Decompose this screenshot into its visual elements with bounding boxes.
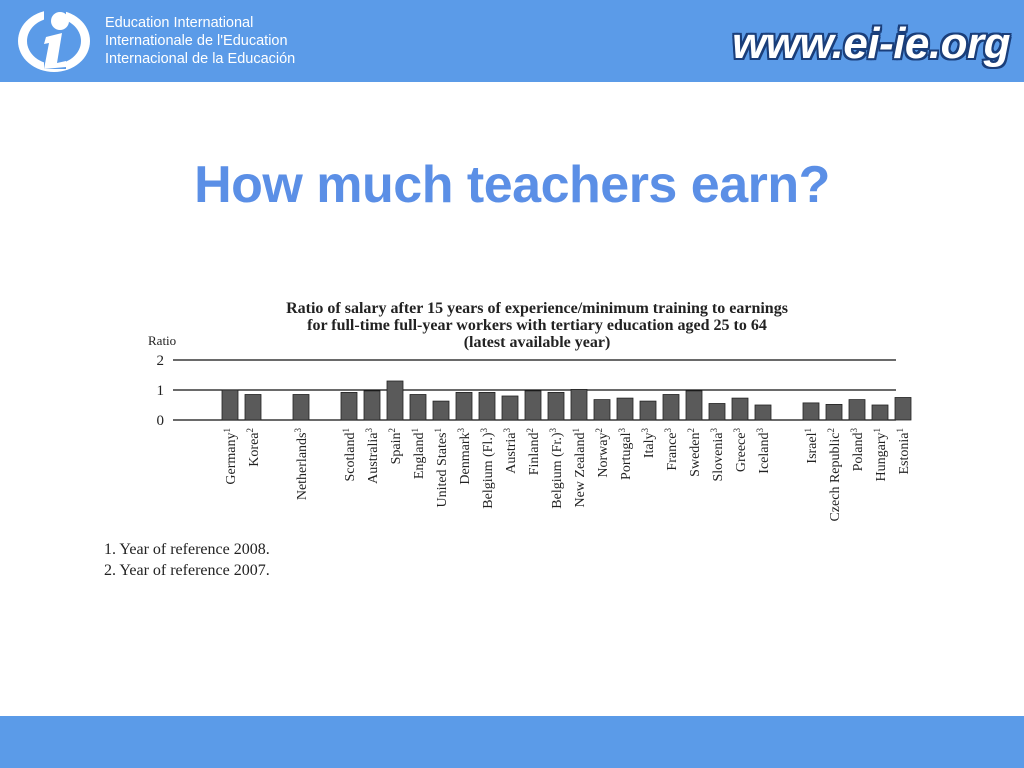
y-tick-label: 0 [156, 413, 164, 429]
category-label: New Zealand$^1$ [571, 428, 588, 508]
category-label: Belgium $(Fl.)^3$ [479, 428, 496, 509]
category-label: Iceland$^3$ [755, 428, 772, 474]
footnote-2: 2. Year of reference 2007. [104, 562, 270, 579]
website-url[interactable]: www.ei-ie.org [732, 19, 1010, 68]
y-tick-label: 1 [156, 383, 164, 399]
category-label: Estonia$^1$ [895, 428, 912, 475]
org-name-en: Education International [105, 15, 254, 31]
org-name-es: Internacional de la Educación [105, 51, 296, 67]
category-label: Spain$^2$ [387, 428, 404, 465]
category-label: Norway$^2$ [594, 428, 611, 478]
category-label: Finland$^2$ [525, 428, 542, 476]
bar [803, 403, 819, 420]
category-label: Germany$^1$ [222, 428, 239, 485]
category-label: Denmark$^3$ [456, 428, 473, 485]
bar [872, 405, 888, 420]
bar [594, 400, 610, 420]
bar [663, 395, 679, 421]
y-axis-label: Ratio [148, 333, 177, 348]
y-tick-label: 2 [156, 353, 164, 369]
bar [826, 404, 842, 420]
category-label: Poland$^3$ [849, 428, 866, 472]
category-label: Portugal$^3$ [617, 428, 634, 480]
bar [849, 400, 865, 420]
bar [755, 405, 771, 420]
bar [895, 398, 911, 421]
bar [410, 395, 426, 421]
bar [341, 392, 357, 420]
bar [456, 392, 472, 420]
bar [525, 391, 541, 420]
category-label: Italy$^3$ [640, 428, 657, 459]
org-name-fr: Internationale de l'Education [105, 33, 288, 49]
bar [548, 392, 564, 420]
category-label: Korea$^2$ [245, 428, 262, 467]
bar [479, 392, 495, 420]
category-label: Greece$^3$ [732, 428, 749, 473]
category-label: France$^3$ [663, 428, 680, 471]
bar [617, 398, 633, 420]
bar [640, 401, 656, 420]
category-label: Austria$^3$ [502, 428, 519, 474]
bar [571, 389, 587, 420]
category-label: Israel$^1$ [803, 428, 820, 464]
bar [502, 396, 518, 420]
bar [709, 404, 725, 421]
category-label: Sweden$^2$ [686, 428, 703, 477]
category-label: England$^1$ [410, 428, 427, 480]
bar [293, 395, 309, 421]
footer-bar [0, 716, 1024, 768]
category-label: Scotland$^1$ [341, 428, 358, 482]
bar [686, 391, 702, 420]
footnote-1: 1. Year of reference 2008. [104, 541, 270, 558]
category-label: Hungary$^1$ [872, 428, 889, 482]
chart-title-line-1: Ratio of salary after 15 years of experience/minimum training to earnings [286, 300, 788, 317]
chart-title-line-2: for full-time full-year workers with tertiary education aged 25 to 64 [307, 317, 767, 334]
bar [433, 401, 449, 420]
category-label: Czech Republic$^2$ [826, 428, 843, 522]
bar [364, 391, 380, 420]
category-label: Netherlands$^3$ [293, 428, 310, 501]
category-label: Australia$^3$ [364, 428, 381, 484]
category-label: United States$^1$ [433, 428, 450, 508]
bar [245, 395, 261, 421]
chart-title-line-3: (latest available year) [463, 334, 611, 351]
category-label: Slovenia$^3$ [709, 428, 726, 482]
bar [732, 398, 748, 420]
bar [387, 381, 403, 420]
bar [222, 390, 238, 420]
slide-title: How much teachers earn? [194, 156, 830, 214]
category-label: Belgium $(Fr.)^3$ [548, 428, 565, 509]
